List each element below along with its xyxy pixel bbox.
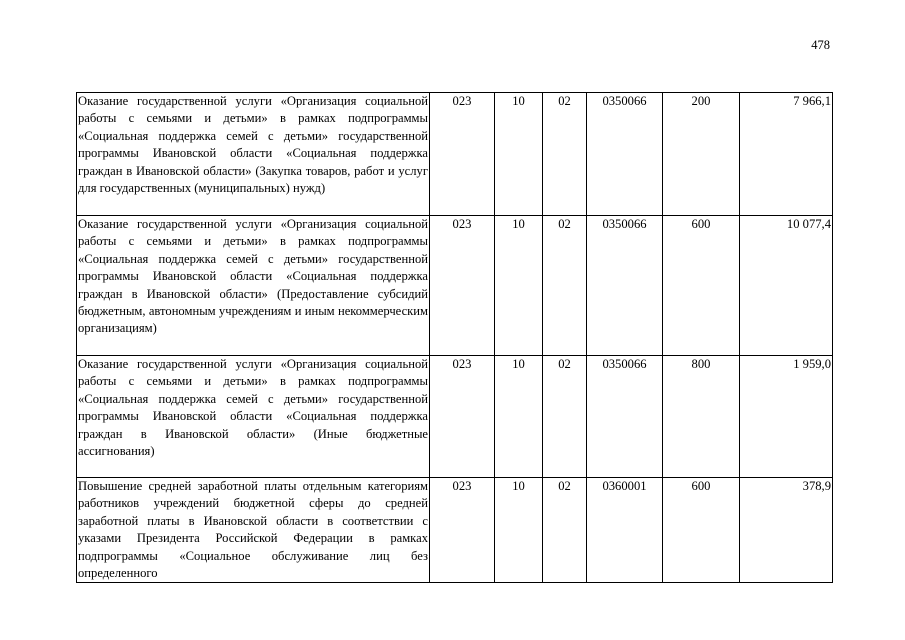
row-description: Повышение средней заработной платы отдельным категориям работников учреждений бюджетной сферы до средней заработной платы в Ивановской области в соответствии с указами Президента Российской Федерации в рамках подпрограммы «Социальное обслуживание лиц без определенного — [77, 478, 430, 583]
section-code: 10 — [495, 478, 543, 583]
section-code: 10 — [495, 93, 543, 216]
section-code: 10 — [495, 356, 543, 478]
expense-type-code: 200 — [663, 93, 740, 216]
page-number: 478 — [811, 38, 830, 52]
subsection-code: 02 — [543, 356, 587, 478]
target-article-code: 0350066 — [587, 356, 663, 478]
table-row — [77, 93, 833, 216]
amount-value: 1 959,0 — [740, 356, 833, 478]
amount-value: 10 077,4 — [740, 216, 833, 356]
ministry-code: 023 — [430, 356, 495, 478]
expense-type-code: 600 — [663, 216, 740, 356]
table-row — [77, 356, 833, 478]
subsection-code: 02 — [543, 478, 587, 583]
row-description: Оказание государственной услуги «Организация социальной работы с семьями и детьми» в рамках подпрограммы «Социальная поддержка семей с детьми» государственной программы Ивановской области «Социальная поддержка граждан в Ивановской области» (Иные бюджетные ассигнования) — [77, 356, 430, 478]
expense-type-code: 800 — [663, 356, 740, 478]
target-article-code: 0350066 — [587, 216, 663, 356]
subsection-code: 02 — [543, 93, 587, 216]
row-description: Оказание государственной услуги «Организация социальной работы с семьями и детьми» в рамках подпрограммы «Социальная поддержка семей с детьми» государственной программы Ивановской области «Социальная поддержка граждан в Ивановской области» (Закупка товаров, работ и услуг для государственных (муниципальных) нужд) — [77, 93, 430, 216]
amount-value: 7 966,1 — [740, 93, 833, 216]
subsection-code: 02 — [543, 216, 587, 356]
target-article-code: 0350066 — [587, 93, 663, 216]
budget-expenditure-table — [76, 92, 833, 583]
expense-type-code: 600 — [663, 478, 740, 583]
ministry-code: 023 — [430, 478, 495, 583]
section-code: 10 — [495, 216, 543, 356]
target-article-code: 0360001 — [587, 478, 663, 583]
table-row — [77, 216, 833, 356]
amount-value: 378,9 — [740, 478, 833, 583]
row-description: Оказание государственной услуги «Организация социальной работы с семьями и детьми» в рамках подпрограммы «Социальная поддержка семей с детьми» государственной программы Ивановской области «Социальная поддержка граждан в Ивановской области» (Предоставление субсидий бюджетным, автономным учреждениям и иным некоммерческим организациям) — [77, 216, 430, 356]
ministry-code: 023 — [430, 93, 495, 216]
ministry-code: 023 — [430, 216, 495, 356]
table-row — [77, 478, 833, 583]
